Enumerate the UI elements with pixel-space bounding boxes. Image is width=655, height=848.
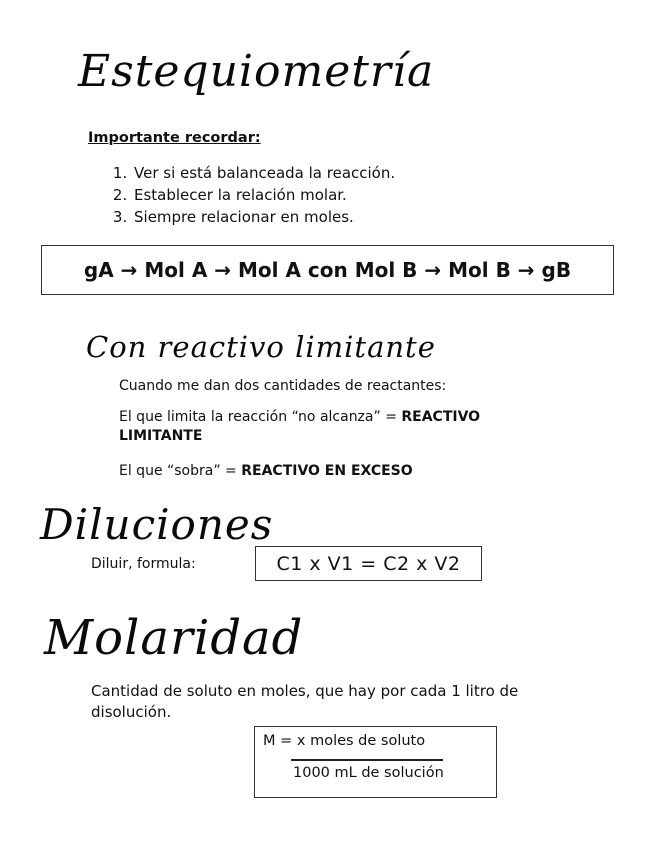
page-title: Estequiometría [78,46,435,97]
molarity-definition: Cantidad de soluto en moles, que hay por cada 1 litro de disolución. [91,682,519,721]
dilution-label: Diluir, formula: [91,556,196,572]
step-item: 2. Establecer la relación molar. [132,184,395,206]
step-item: 3. Siempre relacionar en moles. [132,206,395,228]
steps-list [110,162,395,228]
molarity-denominator: 1000 mL de solución [293,765,444,781]
limiting-term: REACTIVO LIMITANTE [119,409,481,444]
reminder-title: Importante recordar: [88,130,261,146]
dilutions-heading: Diluciones [40,500,274,549]
limiting-definition [119,408,539,446]
limiting-reagent-heading: Con reactivo limitante [86,330,436,364]
molarity-numerator: M = x moles de soluto [263,733,426,749]
dilution-formula: C1 x V1 = C2 x V2 [276,552,461,575]
limiting-intro: Cuando me dan dos cantidades de reactantes: [119,378,447,394]
limiting-text: El que limita la reacción “no alcanza” = [119,409,402,425]
step-item: 1. Ver si está balanceada la reacción. [132,162,395,184]
excess-term: REACTIVO EN EXCESO [241,463,413,479]
molarity-heading: Molaridad [44,610,304,666]
conversion-flow-box [41,245,614,295]
excess-definition [119,462,539,481]
fraction-bar [291,759,443,761]
dilution-formula-box [255,546,482,581]
conversion-flow-text: gA → Mol A → Mol A con Mol B → Mol B → gB [83,258,572,282]
excess-text: El que “sobra” = [119,463,242,479]
molarity-formula-box [254,726,497,798]
